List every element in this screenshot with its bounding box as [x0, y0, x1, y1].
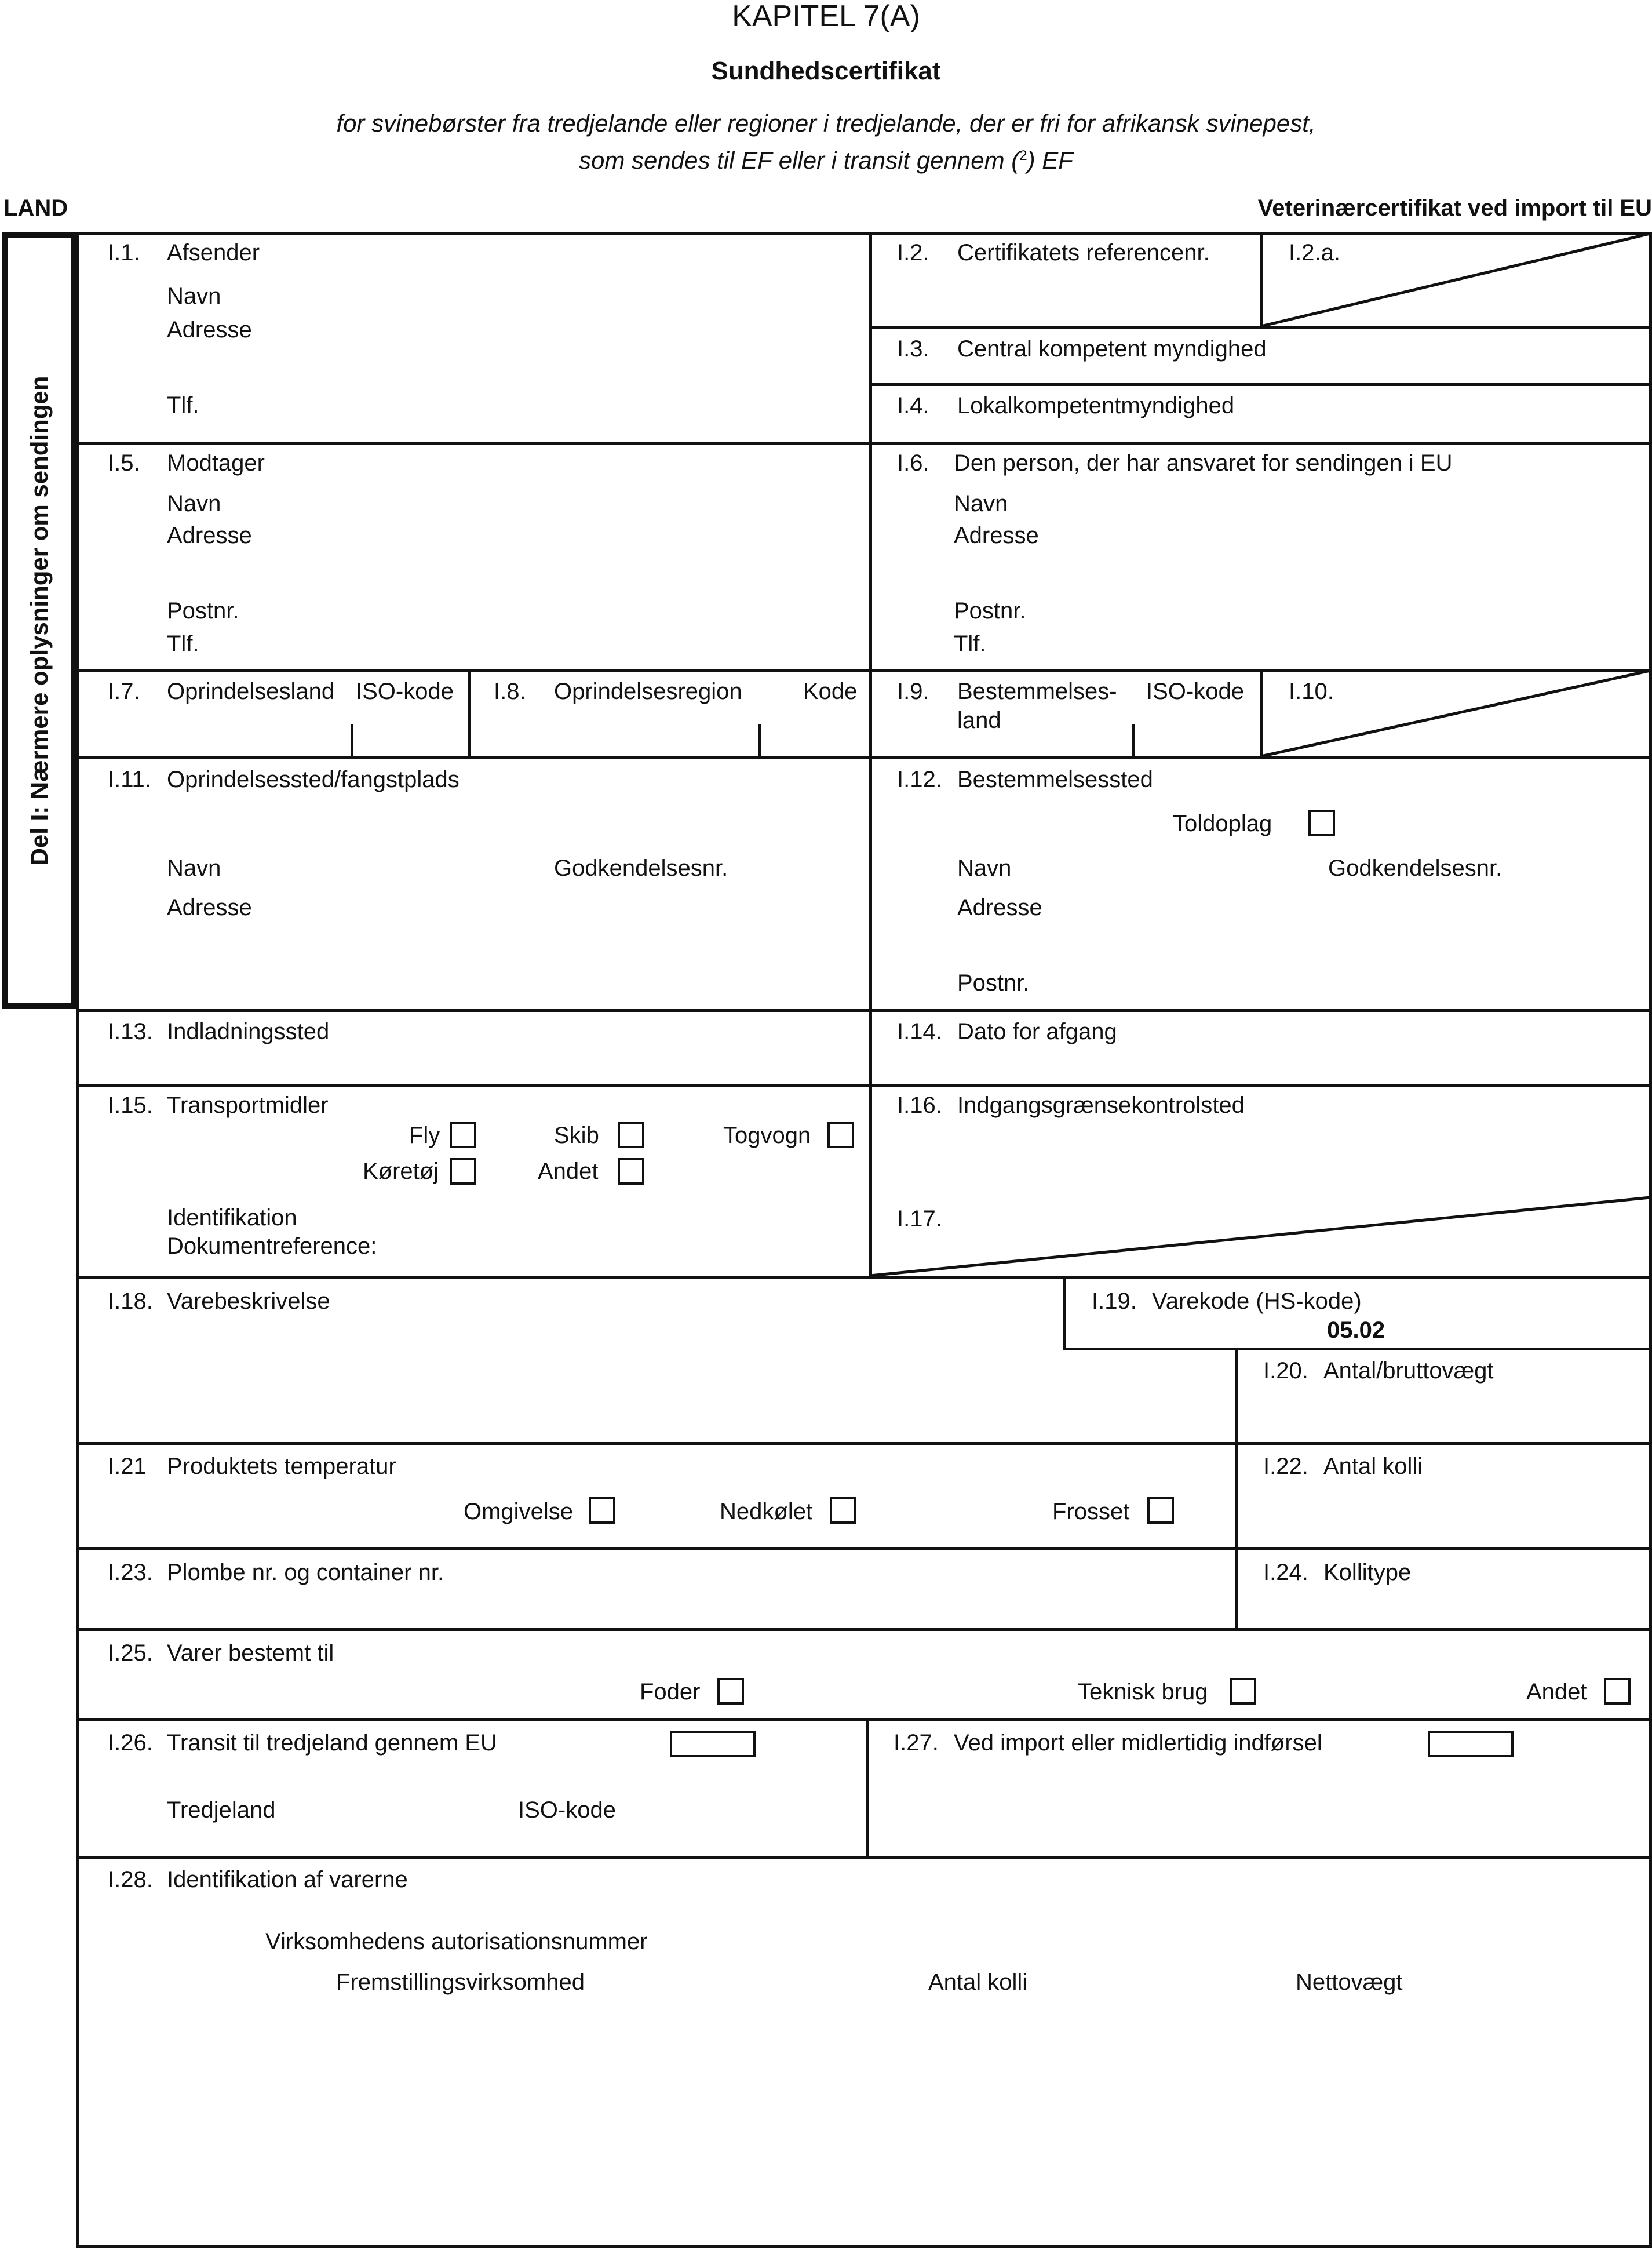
field-label: Dato for afgang [957, 1019, 1117, 1044]
subtitle-line-2-start: som sendes til EF eller i transit gennem ( [579, 147, 1020, 174]
ambient-checkbox[interactable] [589, 1497, 615, 1524]
field-label: Transit til tredjeland gennem EU [167, 1730, 497, 1756]
address-label: Adresse [957, 895, 1042, 920]
other-transport-label: Andet [538, 1159, 599, 1184]
subtitle-line-1: for svinebørster fra tredjelande eller regioner i tredjelande, der er fri for afrikansk svinepest, [336, 110, 1316, 137]
field-label: Kollitype [1323, 1560, 1412, 1585]
field-number: I.25. [108, 1640, 153, 1666]
address-label: Adresse [167, 523, 252, 548]
field-number: I.5. [108, 450, 140, 476]
field-number: I.8. [494, 679, 526, 704]
identification-label: Identifikation [167, 1205, 297, 1230]
field-label: Modtager [167, 450, 265, 476]
document-reference-label: Dokumentreference: [167, 1233, 377, 1259]
field-number: I.21 [108, 1454, 147, 1479]
field-label: Oprindelsesland [167, 679, 335, 704]
part-one-side-label: Del I: Nærmere oplysninger om sendingen [25, 376, 53, 866]
field-number: I.4. [897, 393, 929, 418]
name-label: Navn [167, 491, 221, 516]
field-number: I.14. [897, 1019, 942, 1044]
name-label: Navn [957, 855, 1012, 881]
railway-wagon-label: Togvogn [723, 1123, 811, 1148]
field-number: I.15. [108, 1093, 153, 1118]
address-label: Adresse [954, 523, 1039, 548]
name-label: Navn [167, 855, 221, 881]
field-number: I.3. [897, 336, 929, 362]
field-label: Ved import eller midlertidig indførsel [954, 1730, 1322, 1756]
chapter-heading: KAPITEL 7(A) [732, 0, 920, 33]
aeroplane-checkbox[interactable] [450, 1122, 476, 1148]
road-vehicle-checkbox[interactable] [450, 1158, 476, 1185]
field-number: I.24. [1263, 1560, 1308, 1585]
postcode-label: Postnr. [167, 598, 239, 624]
field-label: Certifikatets referencenr. [957, 240, 1210, 265]
frozen-label: Frosset [1052, 1499, 1130, 1524]
field-number: I.27. [894, 1730, 939, 1756]
field-label: Lokalkompetentmyndighed [957, 393, 1235, 418]
field-label: Den person, der har ansvaret for sendingen i EU [954, 450, 1453, 476]
other-purpose-label: Andet [1526, 1679, 1587, 1705]
third-country-label: Tredjeland [167, 1797, 276, 1823]
aeroplane-label: Fly [409, 1123, 440, 1148]
frozen-checkbox[interactable] [1147, 1497, 1174, 1524]
name-label: Navn [954, 491, 1008, 516]
field-label: Identifikation af varerne [167, 1867, 408, 1892]
road-vehicle-label: Køretøj [363, 1159, 439, 1184]
approval-number-label: Godkendelsesnr. [1328, 855, 1503, 881]
commodity-code-value: 05.02 [1327, 1317, 1385, 1343]
field-number: I.12. [897, 767, 942, 792]
field-label: Oprindelsesregion [554, 679, 742, 704]
transit-checkbox[interactable] [670, 1731, 756, 1757]
field-number: I.7. [108, 679, 140, 704]
field-label-line-1: Bestemmelses- [957, 679, 1117, 704]
subtitle-footnote-ref: 2 [1019, 148, 1027, 163]
field-label-line-2: land [957, 708, 1001, 733]
ambient-label: Omgivelse [464, 1499, 573, 1524]
field-number: I.19. [1092, 1288, 1137, 1314]
customs-warehouse-checkbox[interactable] [1308, 810, 1335, 836]
postcode-label: Postnr. [954, 598, 1026, 624]
iso-code-label: ISO-kode [356, 679, 454, 704]
field-number: I.16. [897, 1093, 942, 1118]
field-number: I.17. [897, 1206, 942, 1232]
technical-use-label: Teknisk brug [1078, 1679, 1208, 1705]
phone-label: Tlf. [167, 392, 199, 418]
field-number: I.26. [108, 1730, 153, 1756]
number-of-packages-heading: Antal kolli [928, 1969, 1028, 1995]
field-number: I.6. [897, 450, 929, 476]
chilled-checkbox[interactable] [830, 1497, 856, 1524]
other-purpose-checkbox[interactable] [1604, 1678, 1631, 1705]
net-weight-heading: Nettovægt [1296, 1969, 1403, 1995]
name-label: Navn [167, 283, 221, 309]
field-number: I.10. [1289, 679, 1334, 704]
country-label: LAND [3, 195, 68, 221]
document-title: Sundhedscertifikat [711, 57, 941, 85]
animal-feed-checkbox[interactable] [717, 1678, 744, 1705]
field-number: I.2.a. [1289, 240, 1340, 265]
address-label: Adresse [167, 895, 252, 920]
iso-code-label: ISO-kode [1146, 679, 1244, 704]
field-label: Bestemmelsessted [957, 767, 1153, 792]
railway-wagon-checkbox[interactable] [827, 1122, 854, 1148]
ship-label: Skib [554, 1123, 599, 1148]
field-number: I.11. [108, 767, 151, 792]
other-transport-checkbox[interactable] [618, 1158, 644, 1185]
phone-label: Tlf. [954, 631, 986, 657]
code-label: Kode [803, 679, 858, 704]
field-label: Varebeskrivelse [167, 1288, 330, 1314]
field-label: Indgangsgrænsekontrolsted [957, 1093, 1245, 1118]
chilled-label: Nedkølet [720, 1499, 813, 1524]
field-label: Antal/bruttovægt [1323, 1358, 1494, 1384]
field-label: Produktets temperatur [167, 1454, 396, 1479]
field-number: I.20. [1263, 1358, 1308, 1384]
field-number: I.28. [108, 1867, 153, 1892]
field-number: I.18. [108, 1288, 153, 1314]
ship-checkbox[interactable] [618, 1122, 644, 1148]
technical-use-checkbox[interactable] [1230, 1678, 1256, 1705]
animal-feed-label: Foder [640, 1679, 701, 1705]
certificate-type: Veterinærcertifikat ved import til EU [1257, 195, 1652, 221]
address-label: Adresse [167, 317, 252, 343]
field-number: I.2. [897, 240, 929, 265]
field-number: I.9. [897, 679, 929, 704]
approval-number-heading: Virksomhedens autorisationsnummer [265, 1929, 648, 1954]
field-label: Antal kolli [1323, 1454, 1423, 1479]
field-label: Plombe nr. og container nr. [167, 1560, 444, 1585]
field-number: I.13. [108, 1019, 153, 1044]
field-number: I.1. [108, 240, 140, 265]
field-number: I.22. [1263, 1454, 1308, 1479]
approval-number-label: Godkendelsesnr. [554, 855, 728, 881]
iso-code-label: ISO-kode [518, 1797, 616, 1823]
postcode-label: Postnr. [957, 970, 1030, 996]
field-label: Afsender [167, 240, 260, 265]
customs-warehouse-label: Toldoplag [1173, 811, 1272, 836]
field-label: Indladningssted [167, 1019, 330, 1044]
field-number: I.23. [108, 1560, 153, 1585]
manufacturing-plant-heading: Fremstillingsvirksomhed [336, 1969, 585, 1995]
subtitle-line-2-end: ) EF [1027, 147, 1073, 174]
field-label: Varekode (HS-kode) [1152, 1288, 1362, 1314]
field-label: Varer bestemt til [167, 1640, 334, 1666]
field-label: Transportmidler [167, 1093, 329, 1118]
field-label: Central kompetent myndighed [957, 336, 1267, 362]
field-label: Oprindelsessted/fangstplads [167, 767, 460, 792]
import-checkbox[interactable] [1428, 1731, 1514, 1757]
phone-label: Tlf. [167, 631, 199, 657]
